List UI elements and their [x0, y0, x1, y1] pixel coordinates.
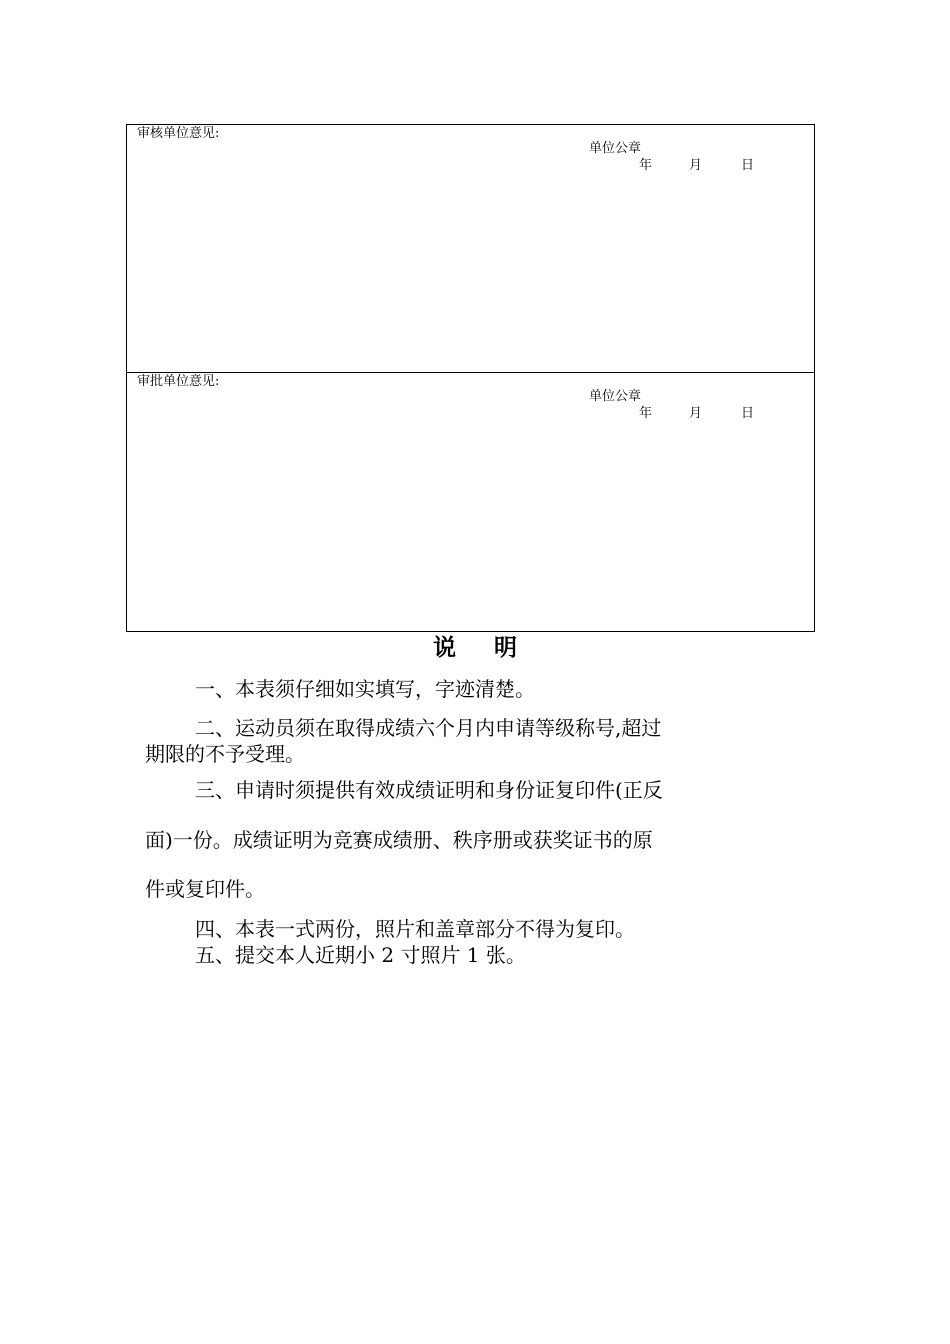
notes-title-char-2: 明 [494, 634, 517, 661]
note-item-1-text: 一、本表须仔细如实填写，字迹清楚。 [195, 677, 535, 701]
approval-unit-opinion-label: 审批单位意见: [137, 374, 220, 389]
note-item-3-line-2: 面)一份。成绩证明为竞赛成绩册、秩序册或获奖证书的原 [145, 828, 653, 852]
approval-date-year-label: 年 [639, 406, 653, 421]
note-item-4-text: 四、本表一式两份，照片和盖章部分不得为复印。 [195, 917, 635, 941]
note-item-3-line-1: 三、申请时须提供有效成绩证明和身份证复印件(正反 [195, 778, 663, 802]
note-item-2-line-1: 二、运动员须在取得成绩六个月内申请等级称号,超过 [195, 716, 662, 740]
opinion-form-table [126, 124, 815, 632]
approval-date-day-label: 日 [741, 406, 755, 421]
note-item-5-text: 五、提交本人近期小 2 寸照片 1 张。 [195, 943, 526, 967]
approval-date-month-label: 月 [689, 406, 703, 421]
note-item-2-line-2: 期限的不予受理。 [145, 742, 305, 766]
note-item-3-line-3: 件或复印件。 [145, 877, 265, 901]
approval-unit-opinion-cell[interactable] [127, 373, 814, 631]
review-unit-seal-label: 单位公章 [589, 141, 642, 156]
review-date-month-label: 月 [689, 158, 703, 173]
note-item-3 [145, 775, 815, 805]
review-date-year-label: 年 [639, 158, 653, 173]
note-item-1 [145, 674, 815, 704]
notes-title-char-1: 说 [433, 634, 456, 661]
review-unit-opinion-cell[interactable] [127, 125, 814, 373]
note-item-5 [145, 940, 815, 970]
approval-unit-seal-label: 单位公章 [589, 389, 642, 404]
review-date-day-label: 日 [741, 158, 755, 173]
notes-title [0, 631, 950, 665]
review-unit-opinion-label: 审核单位意见: [137, 126, 220, 141]
